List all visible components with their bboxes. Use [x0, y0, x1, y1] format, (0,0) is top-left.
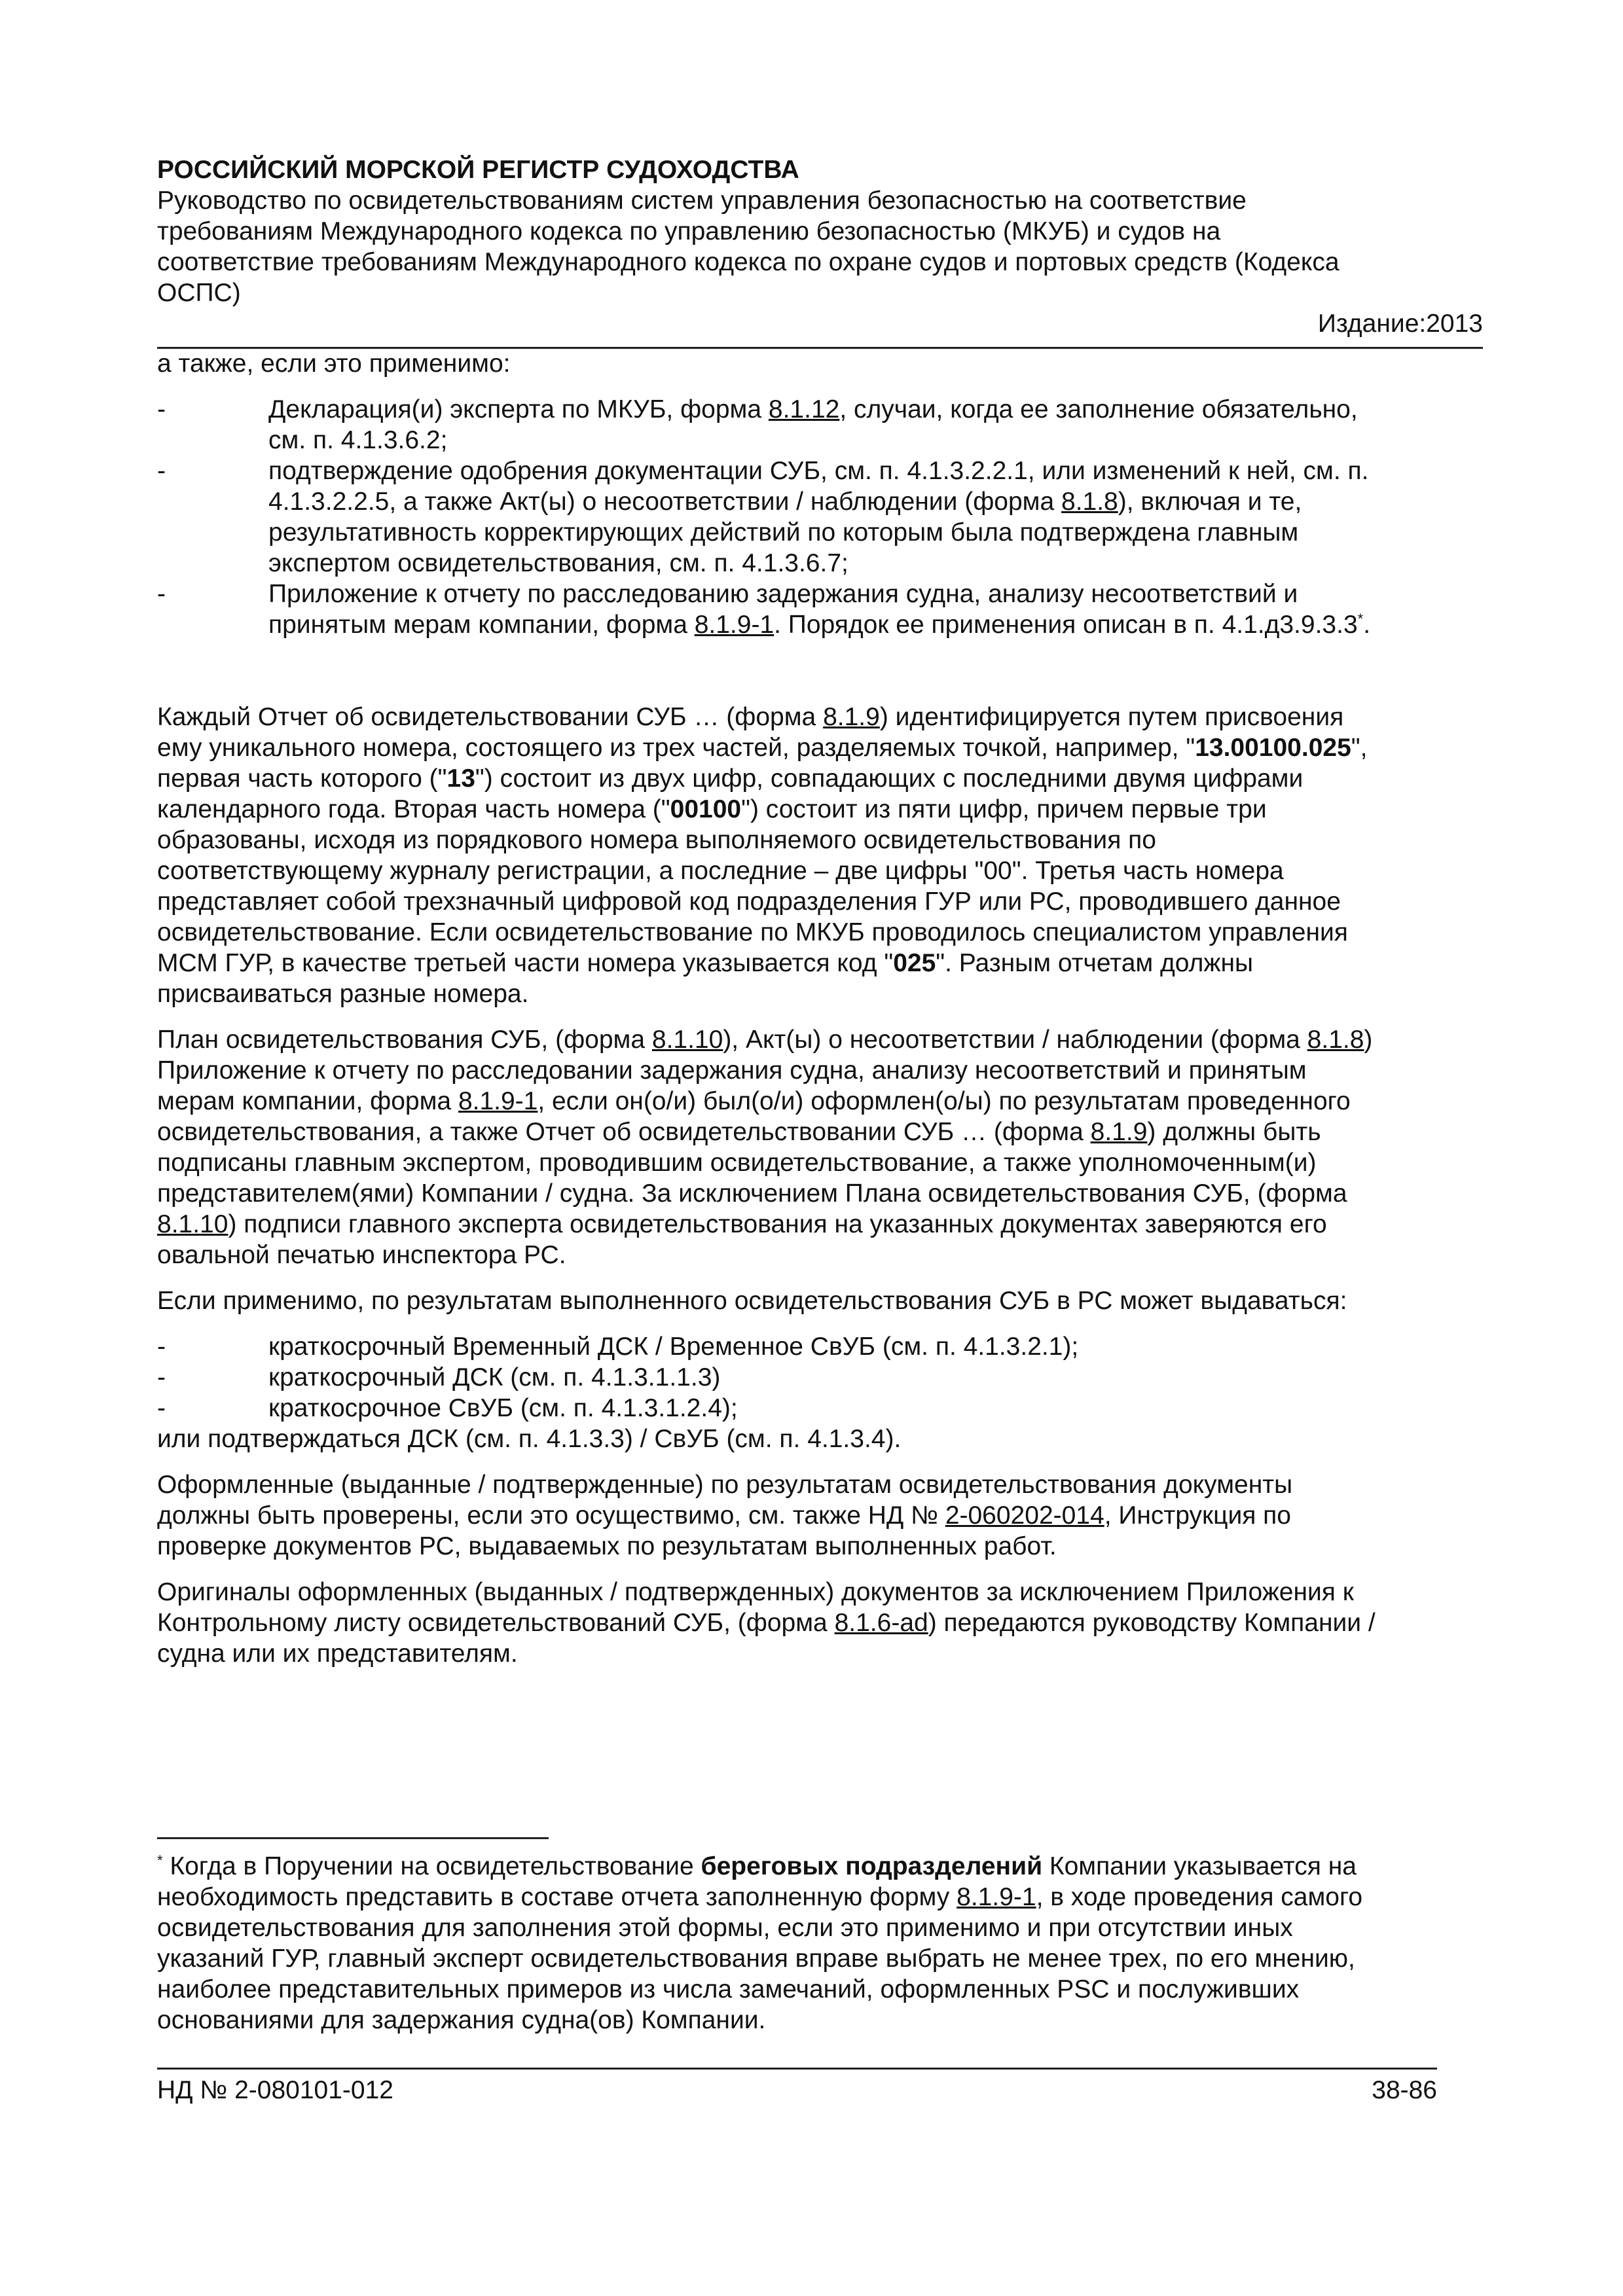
- form-link-8-1-9[interactable]: 8.1.9: [823, 703, 880, 731]
- document-title-line: соответствие требованиям Международного кодекса по охране судов и портовых средств (Кодекса: [157, 248, 1340, 276]
- form-link-8-1-9[interactable]: 8.1.9: [1090, 1118, 1148, 1146]
- form-link-8-1-8[interactable]: 8.1.8: [1061, 488, 1118, 516]
- document-body: [157, 348, 1483, 1669]
- page-header: [157, 154, 1483, 339]
- edition-label: Издание:2013: [1317, 310, 1483, 338]
- paragraph-report-numbering: Каждый Отчет об освидетельствовании СУБ … (форма 8.1.9) идентифицируется путем присвоения ему уникального номера, состоящего из трех частей, разделяемых точкой, например, "13.00100.025", первая часть которого ("13") состоит из двух цифр, совпадающих с последними двумя цифрами календарного года. Вторая часть номера ("00100") состоит из пяти цифр, причем первые три образованы, исходя из порядкового номера выполняемого освидетельствования по соответствующему журналу регистрации, а последние – две цифры "00". Третья часть номера представляет собой трехзначный цифровой код подразделения ГУР или РС, проводившего данное освидетельствование. Если освидетельствование по МКУБ проводилось специалистом управления МСМ ГУР, в качестве третьей части номера указывается код "025". Разным отчетам должны присваиваться разные номера.: [157, 703, 1368, 1008]
- list-dash: -: [157, 1394, 166, 1422]
- list-dash: -: [157, 1333, 166, 1361]
- reference-link-nd[interactable]: 2-060202-014: [945, 1501, 1104, 1530]
- intro-text: а также, если это применимо:: [157, 350, 511, 378]
- paragraph-issued-documents: Если применимо, по результатам выполненного освидетельствования СУБ в РС может выдаваться:: [157, 1287, 1347, 1315]
- form-link-8-1-9-1[interactable]: 8.1.9-1: [957, 1883, 1036, 1911]
- form-link-8-1-10[interactable]: 8.1.10: [157, 1210, 228, 1238]
- form-link-8-1-10[interactable]: 8.1.10: [651, 1026, 723, 1054]
- list-item: - подтверждение одобрения документации СУБ, см. п. 4.1.3.2.2.1, или изменений к ней, см. п. 4.1.3.2.2.5, а также Акт(ы) о несоответствии / наблюдении (форма 8.1.8), включая и те, результативность корректирующих действий по которым была подтверждена главным экспертом освидетельствования, см. п. 4.1.3.6.7;: [157, 457, 1369, 577]
- footnote: * Когда в Поручении на освидетельствование береговых подразделений Компании указывается на необходимость представить в составе отчета заполненную форму 8.1.9-1, в ходе проведения самого освидетельствования для заполнения этой формы, если это применимо и при отсутствии иных указаний ГУР, главный эксперт освидетельствования вправе выбрать не менее трех, по его мнению, наиболее представительных примеров из числа замечаний, оформленных PSC и послуживших основаниями для задержания судна(ов) Компании.: [157, 1852, 1363, 2034]
- list-tail: или подтверждаться ДСК (см. п. 4.1.3.3) / СвУБ (см. п. 4.1.3.4).: [157, 1425, 902, 1453]
- footnote-mark: *: [157, 1852, 163, 1869]
- document-title-line: Руководство по освидетельствованиям систем управления безопасностью на соответствие: [157, 187, 1247, 215]
- document-title-line: требованиям Международного кодекса по управлению безопасностью (МКУБ) и судов на: [157, 217, 1221, 245]
- list-dash: -: [157, 580, 166, 608]
- footer-divider: [157, 2068, 1437, 2070]
- list-item: - краткосрочное СвУБ (см. п. 4.1.3.1.2.4);: [157, 1394, 738, 1422]
- paragraph-signatures: План освидетельствования СУБ, (форма 8.1.10), Акт(ы) о несоответствии / наблюдении (форма 8.1.8) Приложение к отчету по расследовании задержания судна, анализу несоответствий и принятым мерам компании, форма 8.1.9-1, если он(о/и) был(о/и) оформлен(о/ы) по результатам проведенного освидетельствования, а также Отчет об освидетельствовании СУБ … (форма 8.1.9) должны быть подписаны главным экспертом, проводившим освидетельствование, а также уполномоченным(и) представителем(ями) Компании / судна. За исключением Плана освидетельствования СУБ, (форма 8.1.10) подписи главного эксперта освидетельствования на указанных документах заверяются его овальной печатью инспектора РС.: [157, 1026, 1373, 1269]
- footnote-reference[interactable]: *: [1357, 611, 1364, 627]
- paragraph-originals: Оригиналы оформленных (выданных / подтвержденных) документов за исключением Приложения к Контрольному листу освидетельствований СУБ, (форма 8.1.6-ad) передаются руководству Компании / судна или их представителям.: [157, 1578, 1376, 1668]
- footnote-separator: [157, 1837, 549, 1839]
- list-item: - краткосрочный ДСК (см. п. 4.1.3.1.1.3): [157, 1363, 721, 1391]
- form-link-8-1-6-ad[interactable]: 8.1.6-ad: [834, 1609, 928, 1637]
- list-item: - Декларация(и) эксперта по МКУБ, форма 8.1.12, случаи, когда ее заполнение обязательно, см. п. 4.1.3.6.2;: [157, 395, 1358, 454]
- document-number: НД № 2-080101-012: [157, 2076, 393, 2104]
- document-title-line: ОСПС): [157, 279, 241, 307]
- list-dash: -: [157, 1363, 166, 1391]
- paragraph-document-check: Оформленные (выданные / подтвержденные) по результатам освидетельствования документы должны быть проверены, если это осуществимо, см. также НД № 2-060202-014, Инструкция по проверке документов РС, выдаваемых по результатам выполненных работ.: [157, 1471, 1293, 1560]
- list-item: - краткосрочный Временный ДСК / Временное СвУБ (см. п. 4.1.3.2.1);: [157, 1333, 1079, 1361]
- organization-name: РОССИЙСКИЙ МОРСКОЙ РЕГИСТР СУДОХОДСТВА: [157, 156, 799, 184]
- form-link-8-1-9-1[interactable]: 8.1.9-1: [458, 1087, 538, 1115]
- form-link-8-1-8[interactable]: 8.1.8: [1307, 1026, 1364, 1054]
- page-footer: [157, 2075, 1437, 2106]
- list-item: - Приложение к отчету по расследованию задержания судна, анализу несоответствий и принятым мерам компании, форма 8.1.9-1. Порядок ее применения описан в п. 4.1.д3.9.3.3*.: [157, 580, 1371, 639]
- list-dash: -: [157, 395, 166, 423]
- page-number: 38-86: [1372, 2076, 1437, 2104]
- form-link-8-1-9-1[interactable]: 8.1.9-1: [694, 611, 775, 639]
- form-link-8-1-12[interactable]: 8.1.12: [768, 395, 840, 423]
- list-dash: -: [157, 457, 166, 485]
